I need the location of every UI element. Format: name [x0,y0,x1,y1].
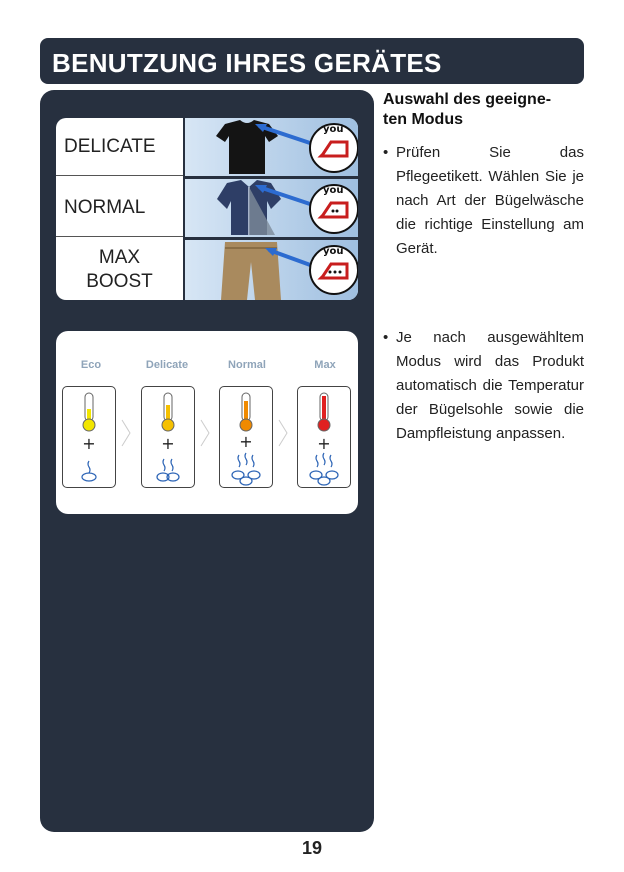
mode-label-boost: BOOST [86,271,153,292]
temp-label-max: Max [314,359,336,371]
care-label-icon [310,185,358,233]
bullet: • [383,144,389,161]
page-number: 19 [301,838,323,858]
mode-label-delicate: DELICATE [56,118,183,176]
chevron-right-icon [120,418,132,452]
svg-text:you: you [323,246,344,257]
thermometer-icon [162,393,174,431]
mode-label-normal: NORMAL [56,179,183,237]
thermometer-icon [240,393,252,431]
section-title-line1: Auswahl des geeigne- [383,91,552,108]
section-title-line2: ten Modus [383,111,463,128]
paragraph-care-label-text: Prüfen Sie das Pflegeetikett. Wählen Sie je nach Art der Bügelwäsche die richtige Einstellung am Gerät. [396,144,584,257]
care-label-icon [310,124,358,172]
temp-label-eco: Eco [80,359,102,371]
svg-text:+: + [239,432,253,451]
svg-text:+: + [161,434,175,453]
steam-icon [310,453,338,485]
paragraph-auto-adjust-text: Je nach ausgewähltem Modus wird das Produkt automatisch die Temperatur der Bügelsohle sowie die Dampfleistung anpassen. [396,329,584,442]
shirt-photo [185,179,358,237]
temperature-card [56,331,358,514]
section-header [40,38,584,84]
svg-text:you: you [323,185,344,196]
bullet: • [383,329,389,346]
tshirt-photo [185,118,358,176]
section-title [383,90,584,130]
mode-label-max: MAX [98,247,141,268]
setting-tile-delicate [141,386,195,488]
chevron-right-icon [277,418,289,452]
steam-icon [82,461,96,481]
setting-tile-normal [219,386,273,488]
svg-text:+: + [82,434,96,453]
section-header-title: BENUTZUNG IHRES GERÄTES [52,48,442,78]
mode-row-normal [56,179,358,237]
svg-text:you: you [323,124,344,135]
setting-tile-max [297,386,351,488]
steam-icon [157,459,179,481]
svg-text:+: + [317,434,331,453]
steam-icon [232,453,260,485]
thermometer-icon [318,393,330,431]
temp-label-normal: Normal [228,359,266,371]
thermometer-icon [83,393,95,431]
care-label-icon [310,246,358,294]
setting-tile-eco [62,386,116,488]
paragraph-care-label [383,141,584,261]
temp-label-delicate: Delicate [145,359,189,371]
instructions-column [383,90,584,442]
mode-row-max-boost [56,240,358,300]
trousers-photo [185,240,358,300]
mode-row-delicate [56,118,358,176]
paragraph-auto-adjust [383,326,584,446]
mode-label-max-boost [56,240,183,300]
mode-card [56,118,358,300]
chevron-right-icon [199,418,211,452]
